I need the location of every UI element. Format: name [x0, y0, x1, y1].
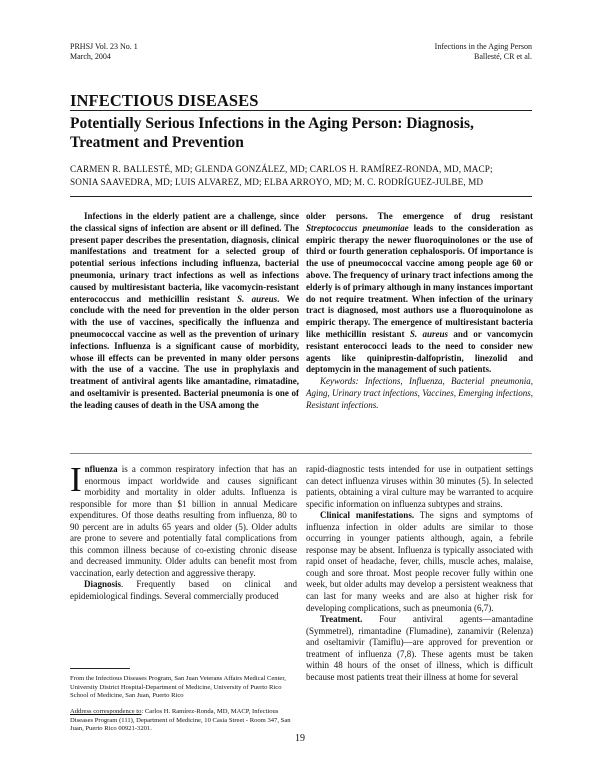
intro-paragraph: is a common respiratory infection that has an enormous impact worldwide and causes significant morbidity and mortality in older adults. Influenza is responsible for more than $1 billion in annual Medicare expenditures. Of those deaths resulting from influenza, 80 to 90 percent are in adults 65 years and older (5). Older adults are prone to severe and potentially fatal complications from this common illness because of co-existing chronic disease and decreased immunity. Older adults can benefit most from vaccination, early detection and aggressive therapy. — [70, 464, 297, 578]
correspondence-label: Address correspondence to — [70, 708, 142, 715]
page-number: 19 — [295, 733, 305, 744]
running-header-right — [332, 42, 532, 62]
body-left-column — [70, 460, 297, 603]
intro-bold-word: nfluenza — [84, 464, 118, 474]
abstract-text: Infections in the elderly patient are a challenge, since the classical signs of infection are absent or ill defined. The present paper describes the presentation, diagnosis, clinical manifestations and treatment for a selected group of potential serious infections including influenza, bacterial pneumonia, urinary tract infections as well as infections caused by multiresistant bacteria, like vacomycin-resistant enterococcus and methicillin resistant — [70, 211, 299, 304]
author-list — [70, 163, 540, 188]
correspondence-text: : Carlos H. Ramírez-Ronda, MD, MACP, Infectious Diseases Program (111), Department of Medicine, 10 Casia Street - Room 347, San Juan, Puerto Rico 00921-3201. — [70, 708, 291, 732]
running-authors: Ballesté, CR et al. — [474, 52, 532, 61]
abstract-rule — [70, 453, 532, 454]
diagnosis-paragraph — [70, 579, 297, 602]
abstract-text: older persons. The emergence of drug resistant — [306, 211, 533, 221]
body-right-column — [306, 464, 533, 683]
journal-date: March, 2004 — [70, 52, 111, 61]
abstract-text: leads to the consideration as empiric therapy the newer fluoroquinolones or the use of third or fourth generation cephalosporis. Of importance is the use of pneumococcal vaccine among people age 60 or above. The frequency of urinary tract infections among the elderly is of primary although in many instances important do not require treatment. When infection of the urinary tract is diagnosed, most authors use a fluoroquinolone as empiric therapy. The emergence of multiresistant bacteria like methicillin resistant — [306, 222, 534, 339]
footnote-rule — [70, 668, 130, 669]
drop-cap: I — [70, 460, 82, 499]
clinical-paragraph — [306, 510, 533, 614]
abstract-italic: S. aureus — [236, 293, 278, 304]
clinical-heading: Clinical manifestations. — [320, 510, 415, 521]
article-title: Potentially Serious Infections in the Aging Person: Diagnosis, Treatment and Prevention — [70, 115, 474, 151]
keywords: Keywords: Infections, Influenza, Bacterial pneumonia, Aging, Urinary tract infections, Vaccines, Emerging infections, Resistant infections. — [306, 376, 533, 410]
clinical-text: The signs and symptoms of influenza infection in older adults are similar to those occurring in younger patients although, again, a febrile response may be absent. Influenza is typically associated with rapid onset of headache, fever, chills, muscle aches, malaise, cough and sore throat. Most people recover fully within one week, but older adults may develop a persistent weakness that can last for many weeks and are also at higher risk for developing complications, such as pneumonia (6,7). — [306, 510, 533, 613]
author-line-2: SONIA SAAVEDRA, MD; LUIS ALVAREZ, MD; ELBA ARROYO, MD; M. C. RODRÍGUEZ-JULBE, MD — [70, 176, 484, 187]
abstract-italic: S. aureus — [409, 328, 449, 339]
footnote-affiliation: From the Infectious Diseases Program, San Juan Veterans Affairs Medical Center, University District Hospital-Department of Medicine, University of Puerto Rico School of Medicine, San Juan, Puerto Rico — [70, 675, 286, 699]
section-title: INFECTIOUS DISEASES — [70, 91, 259, 110]
treatment-paragraph — [306, 614, 533, 683]
journal-volume: PRHSJ Vol. 23 No. 1 — [70, 42, 138, 51]
treatment-text: Four antiviral agents—amantadine (Symmetrel), rimantadine (Flumadine), zanamivir (Relenza) and oseltamivir (Tamiflu)—are approved for prevention or treatment of influenza (7,8). These agents must be taken within 48 hours of the onset of illness, which is difficult because most patients treat their illness at home for several — [306, 614, 533, 682]
diagnosis-text: . Frequently based on clinical and epidemiological findings. Several commercially produced — [70, 579, 297, 602]
abstract-text: . We conclude with the need for prevention in the older person with the use of vaccines, specifically the influenza and pneumococcal vaccine as well as the prevention of urinary infections. Influenza is a significant cause of morbidity, whose ill effects can be prevented in many older persons with the use of a vaccine. The use in prophylaxis and treatment of antiviral agents like amantadine, rimatadine, and oseltamivir is presented. Bacterial pneumonia is one of the leading causes of death in the USA among the — [70, 293, 300, 410]
treatment-heading: Treatment. — [320, 614, 363, 625]
running-header-left — [70, 42, 270, 62]
section-rule — [70, 110, 532, 111]
abstract-text: and or vancomycin resistant enterococci leads to the need to consider new agents like quiniprestin-dalfopristin, linezolid and deptomycin in the management of such patients. — [306, 328, 533, 375]
abstract-left-column — [70, 211, 299, 412]
abstract-right-column — [306, 211, 533, 412]
footnote-correspondence — [70, 708, 298, 734]
diagnosis-heading: Diagnosis — [84, 579, 122, 590]
continued-paragraph: rapid-diagnostic tests intended for use in outpatient settings can detect influenza viruses within 30 minutes (5). In selected patients, obtaining a viral culture may be warranted to acquire specific information on influenza subtypes and strains. — [306, 464, 533, 509]
authors-rule — [70, 196, 532, 197]
author-line-1: CARMEN R. BALLESTÉ, MD; GLENDA GONZÁLEZ, MD; CARLOS H. RAMÍREZ-RONDA, MD, MACP; — [70, 164, 493, 174]
abstract-italic: Streptococcus pneumoniae — [306, 222, 409, 233]
running-title: Infections in the Aging Person — [434, 42, 532, 51]
